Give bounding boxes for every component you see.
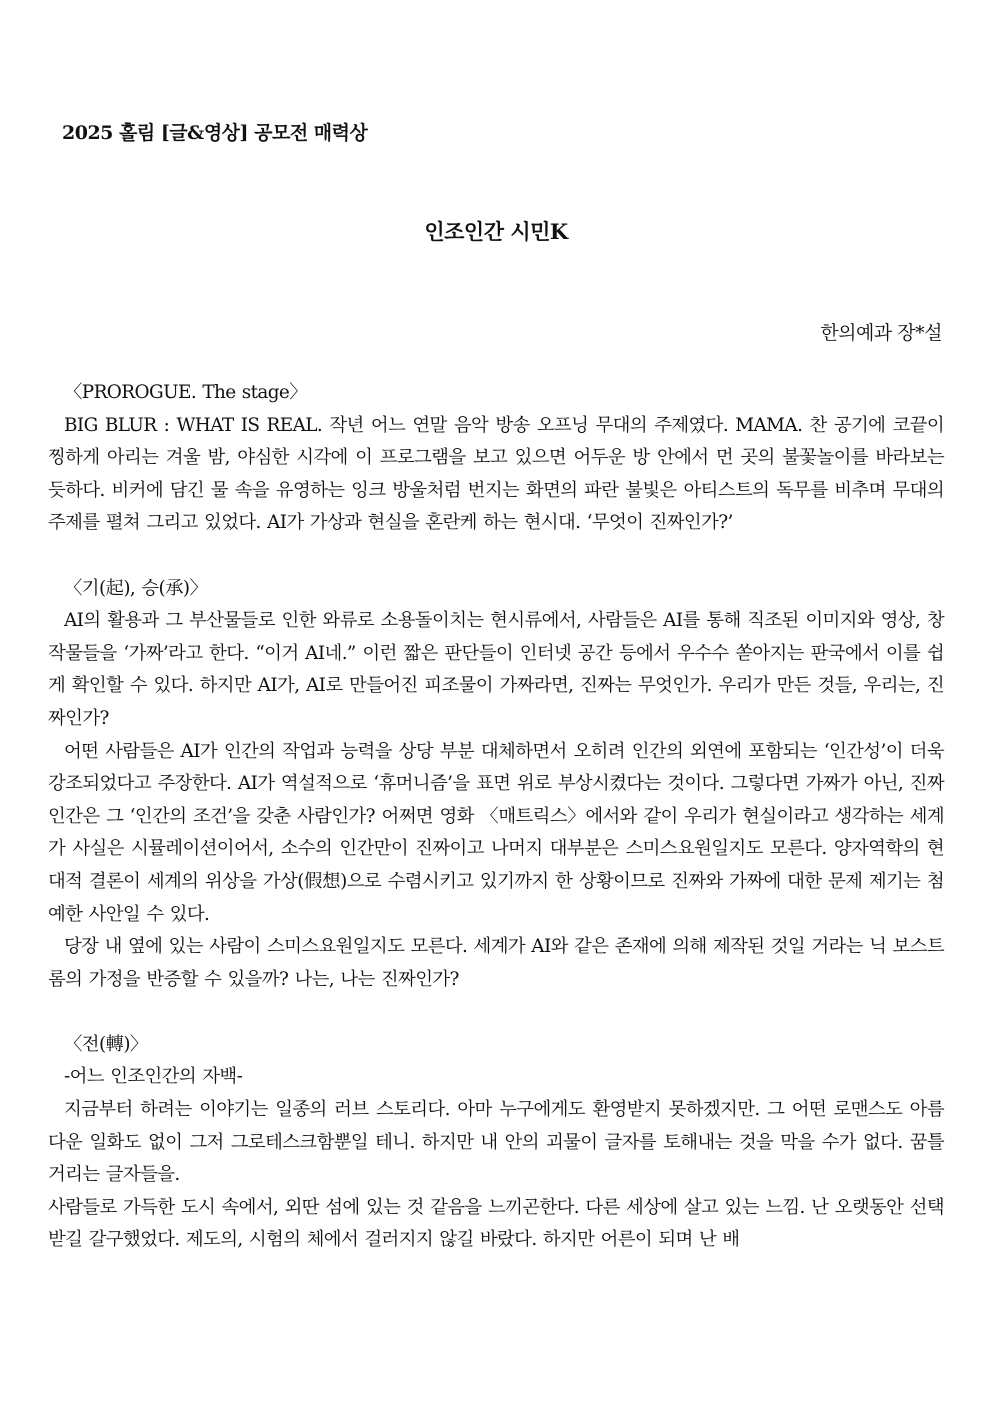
section-subheading: -어느 인조인간의 자백-: [64, 1066, 243, 1088]
page-title: 인조인간 시민K: [424, 219, 568, 244]
essay-body: [48, 377, 944, 1257]
paragraph: BIG BLUR : WHAT IS REAL. 작년 어느 연말 음악 방송 오프닝 무대의 주제였다. MAMA. 찬 공기에 코끝이 찡하게 아리는 겨울 밤, 야심한 시각에 이 프로그램을 보고 있으면 어두운 방 안에서 먼 곳의 불꽃놀이를 바라보는 듯하다. 비커에 담긴 물 속을 유영하는 잉크 방울처럼 번지는 화면의 파란 불빛은 아티스트의 독무를 비추며 무대의 주제를 펼쳐 그리고 있었다. AI가 가상과 현실을 혼란케 하는 현시대. ‘무엇이 진짜인가?’: [48, 414, 944, 534]
section-heading-prorogue: 〈PROROGUE. The stage〉: [64, 382, 307, 403]
contest-label: 2025 홀림 [글&영상] 공모전 매력상: [62, 122, 368, 144]
paragraph: 지금부터 하려는 이야기는 일종의 러브 스토리다. 아마 누구에게도 환영받지 못하겠지만. 그 어떤 로맨스도 아름다운 일화도 없이 그저 그로테스크함뿐일 테니. 하지만 내 안의 괴물이 글자를 토해내는 것을 막을 수가 없다. 꿈틀거리는 글자들을.: [48, 1099, 944, 1186]
section-heading-jeon: 〈전(轉)〉: [64, 1033, 148, 1055]
section-heading-gi-seung: 〈기(起), 승(承)〉: [64, 577, 208, 599]
paragraph-spacer: [48, 996, 944, 1029]
paragraph: 당장 내 옆에 있는 사람이 스미스요원일지도 모른다. 세계가 AI와 같은 존재에 의해 제작된 것일 거라는 닉 보스트롬의 가정을 반증할 수 있을까? 나는, 나는 진짜인가?: [48, 936, 944, 990]
author-name: 한의예과 장*설: [820, 322, 942, 344]
paragraph: 사람들로 가득한 도시 속에서, 외딴 섬에 있는 것 같음을 느끼곤한다. 다른 세상에 살고 있는 느낌. 난 오랫동안 선택받길 갈구했었다. 제도의, 시험의 체에서 걸러지지 않길 바랐다. 하지만 어른이 되며 난 배: [48, 1196, 944, 1251]
paragraph: 어떤 사람들은 AI가 인간의 작업과 능력을 상당 부분 대체하면서 오히려 인간의 외연에 포함되는 ‘인간성’이 더욱 강조되었다고 주장한다. AI가 역설적으로 ‘휴머니즘’을 표면 위로 부상시켰다는 것이다. 그렇다면 가짜가 아닌, 진짜 인간은 그 ‘인간의 조건’을 갖춘 사람인가? 어쩌면 영화 〈매트릭스〉에서와 같이 우리가 현실이라고 생각하는 세계가 사실은 시뮬레이션이어서, 소수의 인간만이 진짜이고 나머지 대부분은 스미스요원일지도 모른다. 양자역학의 현대적 결론이 세계의 위상을 가상(假想)으로 수렴시키고 있기까지 한 상황이므로 진짜와 가짜에 대한 문제 제기는 첨예한 사안일 수 있다.: [48, 740, 944, 925]
paragraph: AI의 활용과 그 부산물들로 인한 와류로 소용돌이치는 현시류에서, 사람들은 AI를 통해 직조된 이미지와 영상, 창작물들을 ‘가짜’라고 한다. “이거 AI네.” 이런 짧은 판단들이 인터넷 공간 등에서 우수수 쏟아지는 판국에서 이를 쉽게 확인할 수 있다. 하지만 AI가, AI로 만들어진 피조물이 가짜라면, 진짜는 무엇인가. 우리가 만든 것들, 우리는, 진짜인가?: [48, 610, 944, 729]
paragraph-spacer: [48, 540, 944, 573]
